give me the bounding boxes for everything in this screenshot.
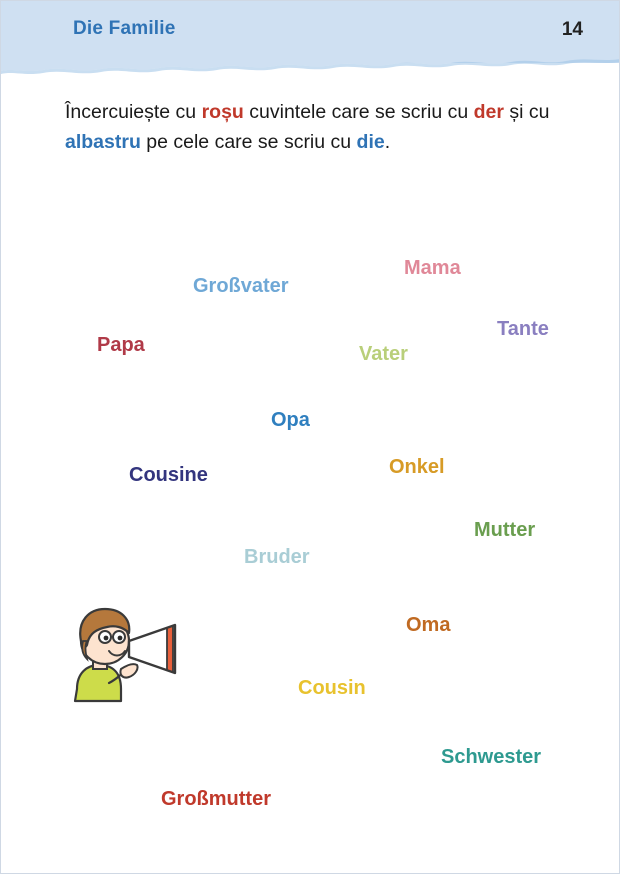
- word-item[interactable]: Cousin: [298, 677, 366, 699]
- instruction-red-word-1: roșu: [201, 101, 244, 123]
- word-item[interactable]: Cousine: [129, 464, 208, 486]
- word-item[interactable]: Papa: [97, 334, 145, 356]
- page-number: 14: [561, 19, 583, 40]
- instruction-part-4: pe cele care se scriu cu: [140, 131, 357, 154]
- word-item[interactable]: Schwester: [441, 746, 542, 768]
- word-item[interactable]: Großvater: [193, 275, 289, 297]
- word-item[interactable]: Tante: [497, 318, 549, 340]
- instruction-red-word-2: der: [473, 101, 504, 123]
- word-item[interactable]: Mutter: [474, 519, 536, 541]
- word-item[interactable]: Oma: [406, 614, 451, 636]
- word-item[interactable]: Bruder: [244, 546, 310, 568]
- instruction-blue-word-2: die: [356, 131, 385, 154]
- word-cloud: [1, 1, 620, 875]
- instruction-blue-word-1: albastru: [65, 131, 141, 154]
- instruction-part-1: Încercuiește cu: [65, 101, 202, 123]
- instruction-part-2: cuvintele care se scriu cu: [243, 101, 474, 123]
- word-item[interactable]: Onkel: [389, 456, 445, 478]
- word-item[interactable]: Großmutter: [161, 788, 271, 810]
- word-item[interactable]: Mama: [404, 257, 461, 279]
- child-with-megaphone-icon: [63, 597, 203, 707]
- word-item[interactable]: Opa: [271, 409, 310, 431]
- word-item[interactable]: Vater: [359, 343, 408, 365]
- instruction-part-5: .: [384, 131, 391, 154]
- instruction-part-3: și cu: [503, 101, 550, 123]
- page-title: Die Familie: [73, 18, 176, 39]
